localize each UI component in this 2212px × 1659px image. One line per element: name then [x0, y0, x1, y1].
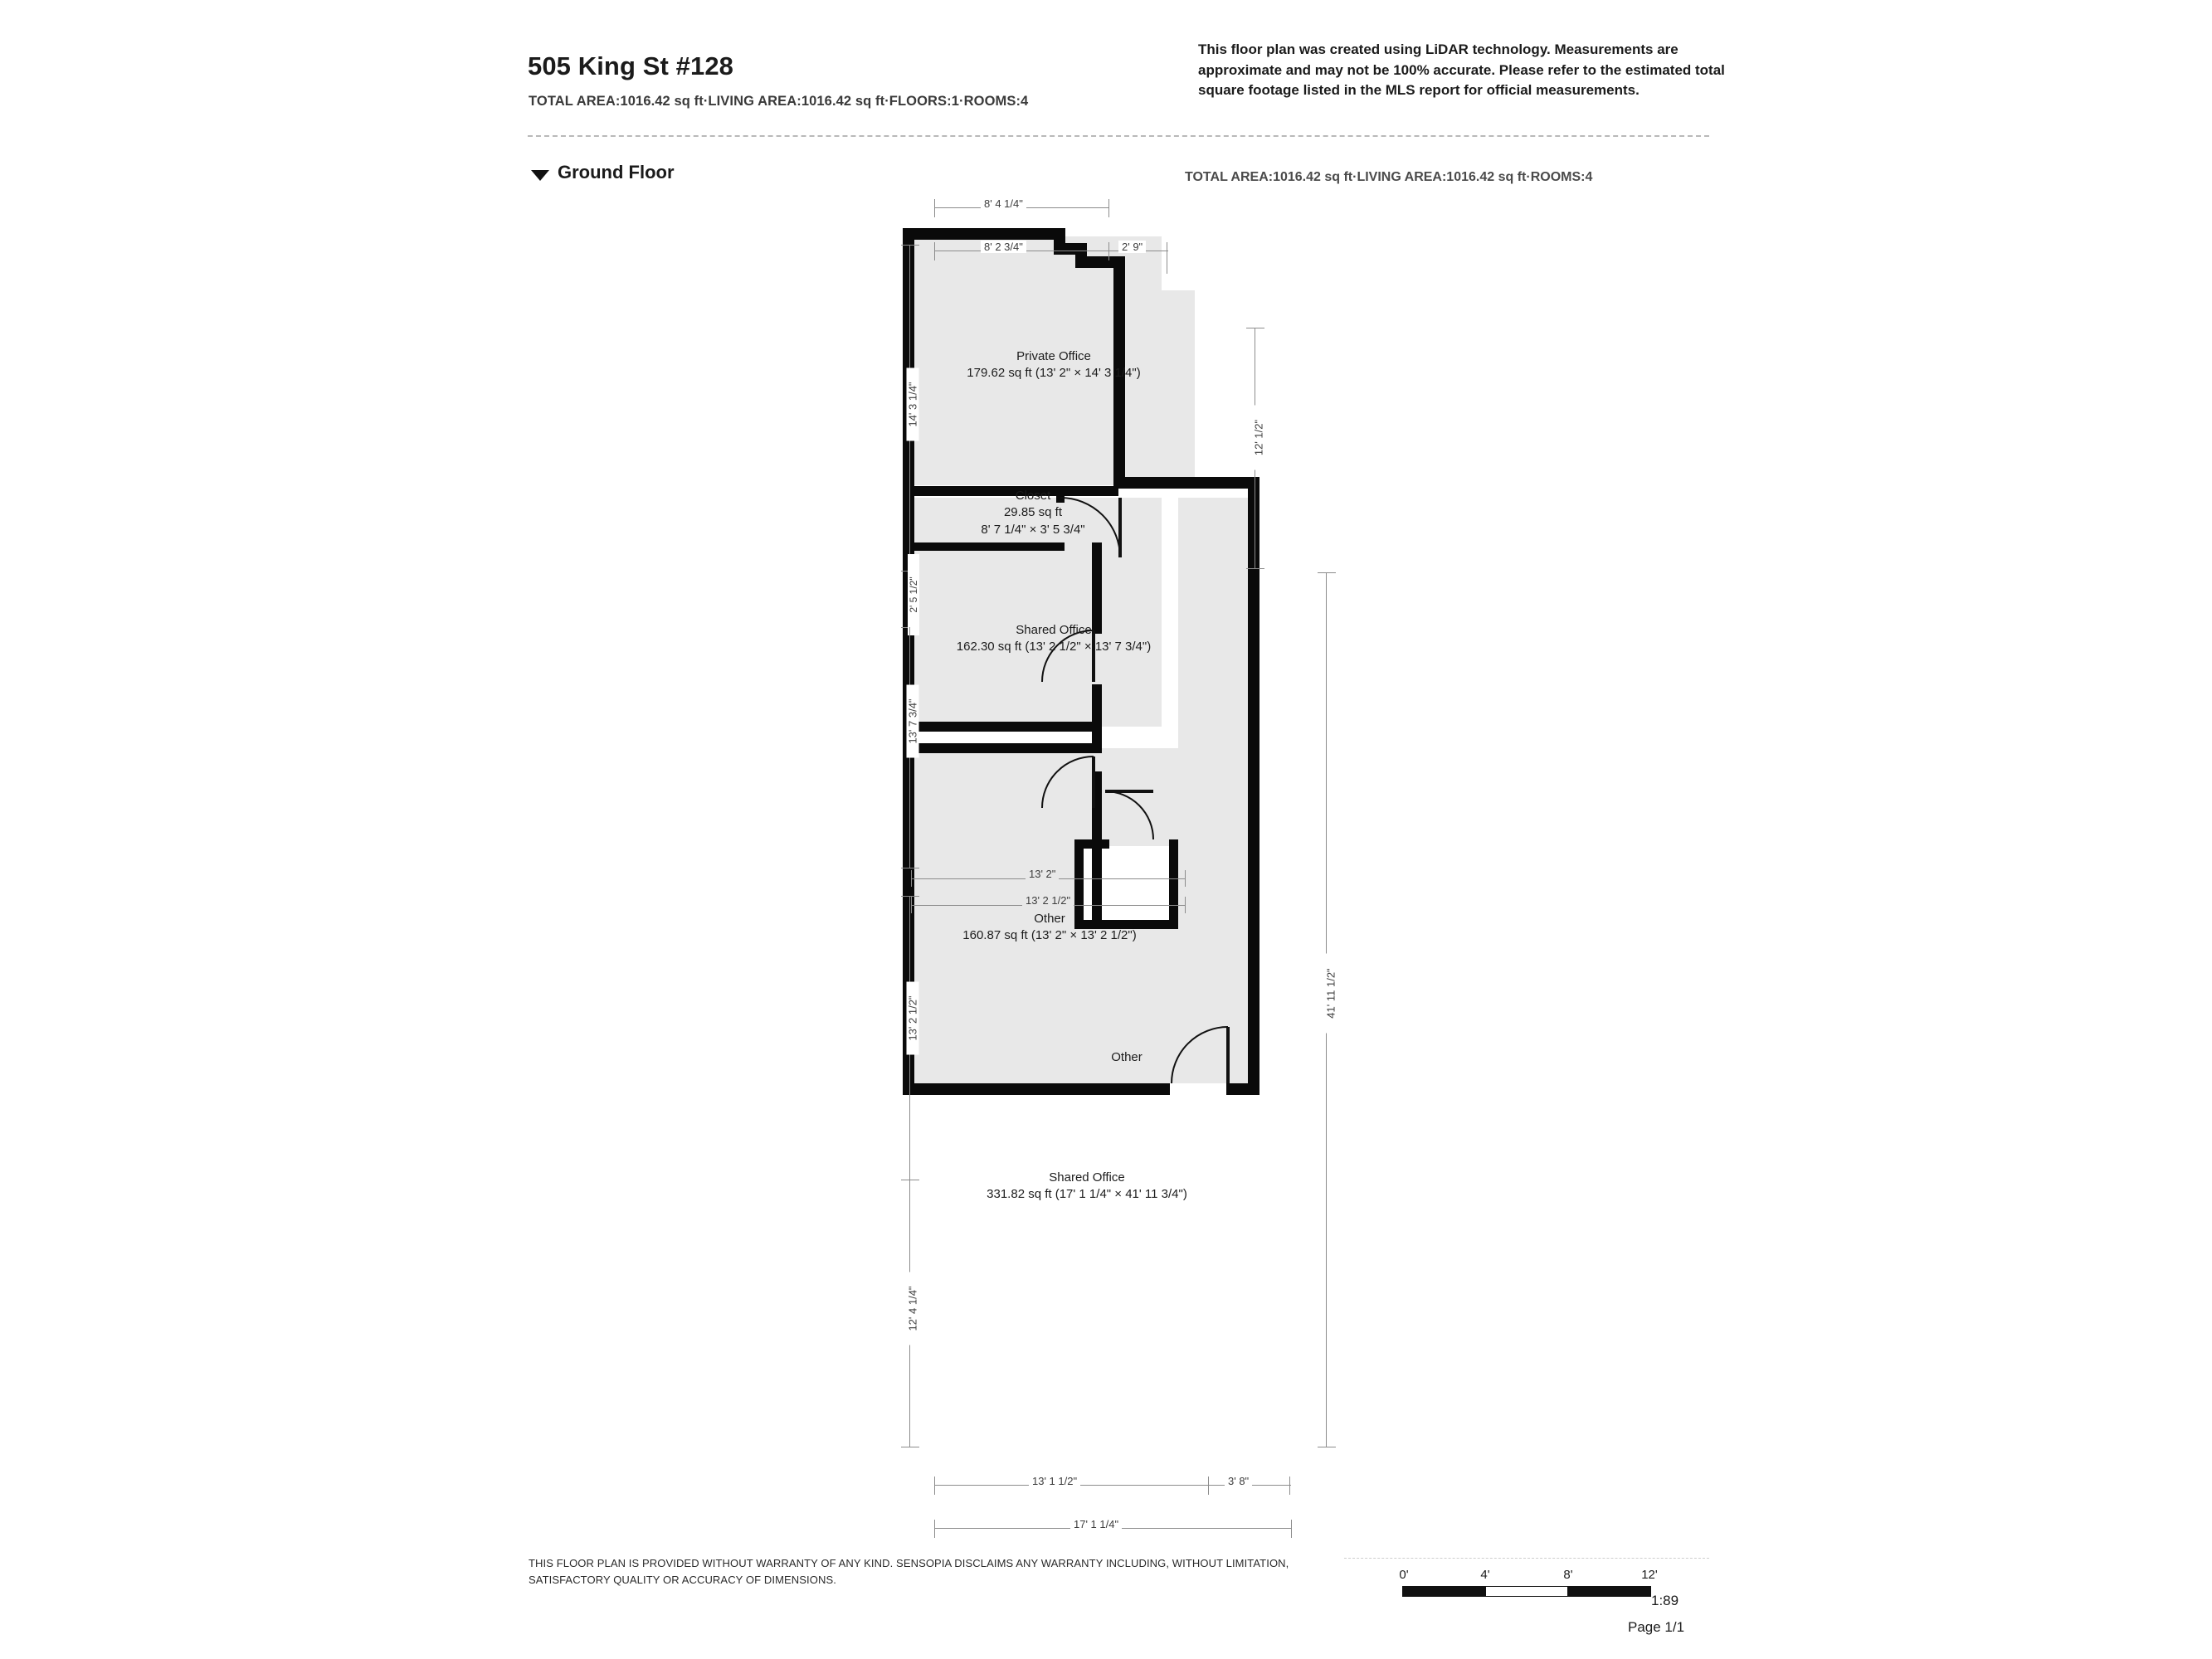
wall-notch-bottom	[1113, 477, 1259, 489]
scale-ratio: 1:89	[1651, 1593, 1679, 1608]
room-metrics: 162.30 sq ft (13' 2 1/2" × 13' 7 3/4")	[956, 640, 1152, 654]
dim-bottom-overall: 17' 1 1/4"	[1070, 1518, 1122, 1530]
room-label-other-middle	[933, 911, 1166, 945]
page-subtitle-stats: TOTAL AREA:1016.42 sq ft·LIVING AREA:1016.42 sq ft·FLOORS:1·ROOMS:4	[529, 94, 1029, 109]
dim-tick	[934, 242, 935, 260]
dim-left-closet: 2' 5 1/2"	[908, 554, 919, 635]
dim-tick	[1246, 568, 1264, 569]
dim-bottom-right: 3' 8"	[1225, 1475, 1252, 1487]
room-label-other-small	[1089, 1049, 1165, 1066]
scale-segment-1	[1485, 1586, 1568, 1597]
scale-label-2: 8'	[1563, 1568, 1573, 1582]
door-entry-bottom	[1170, 1025, 1230, 1085]
wall-mid-right-stub	[1092, 722, 1102, 753]
scale-label-1: 4'	[1480, 1568, 1490, 1582]
scale-label-3: 12'	[1641, 1568, 1658, 1582]
wall-exterior-right	[1248, 477, 1259, 1095]
scale-label-0: 0'	[1399, 1568, 1409, 1582]
room-fill-private-office-notch	[1162, 290, 1195, 485]
dim-top-inner-right: 2' 9"	[1118, 241, 1146, 253]
dim-tick	[1108, 199, 1109, 217]
wall-other-small-right	[1169, 839, 1178, 929]
footer-divider	[1344, 1558, 1709, 1559]
dim-mid-lower: 13' 2 1/2"	[1022, 894, 1074, 907]
door-other-middle	[1040, 755, 1097, 811]
room-metrics: 331.82 sq ft (17' 1 1/4" × 41' 11 3/4")	[987, 1187, 1187, 1202]
floor-plan-drawing	[896, 191, 1427, 1518]
floor-name: Ground Floor	[558, 162, 675, 182]
room-name: Other	[1034, 912, 1065, 926]
room-metrics: 160.87 sq ft (13' 2" × 13' 2 1/2")	[962, 928, 1137, 943]
dim-tick	[911, 897, 912, 913]
scale-segment-0	[1402, 1586, 1485, 1597]
dim-top-outer: 8' 4 1/4"	[981, 197, 1026, 210]
dim-left-private-office: 14' 3 1/4"	[907, 368, 919, 441]
wall-exterior-left	[903, 228, 914, 1095]
dim-tick	[1289, 1477, 1290, 1495]
wall-mid-lower	[903, 743, 1102, 753]
dim-bottom-left: 13' 1 1/2"	[1029, 1475, 1080, 1487]
dim-top-inner-left: 8' 2 3/4"	[981, 241, 1026, 253]
wall-mid-upper	[903, 722, 1102, 732]
triangle-down-icon	[531, 170, 549, 181]
dim-tick	[911, 870, 912, 887]
dim-tick	[1185, 897, 1186, 913]
wall-exterior-top	[903, 228, 1065, 240]
room-label-private-office	[946, 348, 1162, 382]
door-gap-bottom	[1170, 1083, 1226, 1095]
dim-tick	[1318, 572, 1336, 573]
dim-left-shared-office: 13' 7 3/4"	[907, 685, 919, 758]
door-other-small	[1104, 790, 1155, 841]
dim-mid-upper: 13' 2"	[1026, 868, 1059, 880]
room-metrics-area: 29.85 sq ft	[1003, 505, 1063, 520]
dim-tick	[901, 896, 919, 897]
floor-stats: TOTAL AREA:1016.42 sq ft·LIVING AREA:1016.42 sq ft·ROOMS:4	[1185, 170, 1593, 184]
dim-left-other: 13' 2 1/2"	[907, 982, 919, 1055]
dim-right-overall: 41' 11 1/2"	[1325, 954, 1337, 1034]
room-fill-shared-office-lower-b	[913, 821, 1008, 1087]
room-metrics-dims: 8' 7 1/4" × 3' 5 3/4"	[981, 522, 1085, 537]
footer-disclaimer: THIS FLOOR PLAN IS PROVIDED WITHOUT WARRANTY OF ANY KIND. SENSOPIA DISCLAIMS ANY WARRANTY INCLUDING, WITHOUT LIMITATION, SATISFACTORY QUALITY OR ACCURACY OF DIMENSIONS.	[529, 1557, 1289, 1586]
room-name: Closet	[1015, 489, 1051, 503]
room-label-closet	[925, 488, 1141, 538]
dim-right-upper: 12' 1/2"	[1253, 406, 1265, 470]
dim-tick	[1185, 870, 1186, 887]
room-name: Shared Office	[1049, 1170, 1125, 1185]
room-label-shared-office-lower	[950, 1170, 1224, 1204]
dim-tick	[1208, 1477, 1209, 1495]
page-number: Page 1/1	[1628, 1619, 1685, 1635]
wall-closet-bottom	[903, 542, 1065, 551]
room-name: Shared Office	[1016, 623, 1092, 637]
dim-tick	[901, 245, 919, 246]
header-divider	[528, 135, 1709, 137]
dim-tick	[934, 1520, 935, 1538]
room-name: Private Office	[1016, 349, 1091, 363]
dim-tick	[1108, 242, 1109, 260]
scale-bar	[1399, 1568, 1659, 1601]
dim-left-bottom: 12' 4 1/4"	[907, 1272, 919, 1345]
dim-tick	[934, 199, 935, 217]
dim-tick	[1291, 1520, 1292, 1538]
dim-tick	[934, 1477, 935, 1495]
room-label-shared-office-upper	[938, 622, 1170, 656]
scale-segment-2	[1568, 1586, 1651, 1597]
page-title: 505 King St #128	[528, 51, 733, 80]
room-metrics: 179.62 sq ft (13' 2" × 14' 3 1/4")	[967, 366, 1141, 381]
room-name: Other	[1111, 1050, 1143, 1064]
lidar-disclaimer: This floor plan was created using LiDAR technology. Measurements are approximate and may not be 100% accurate. Please refer to the estimated total square footage listed in the MLS report for official measurements.	[1198, 41, 1725, 99]
